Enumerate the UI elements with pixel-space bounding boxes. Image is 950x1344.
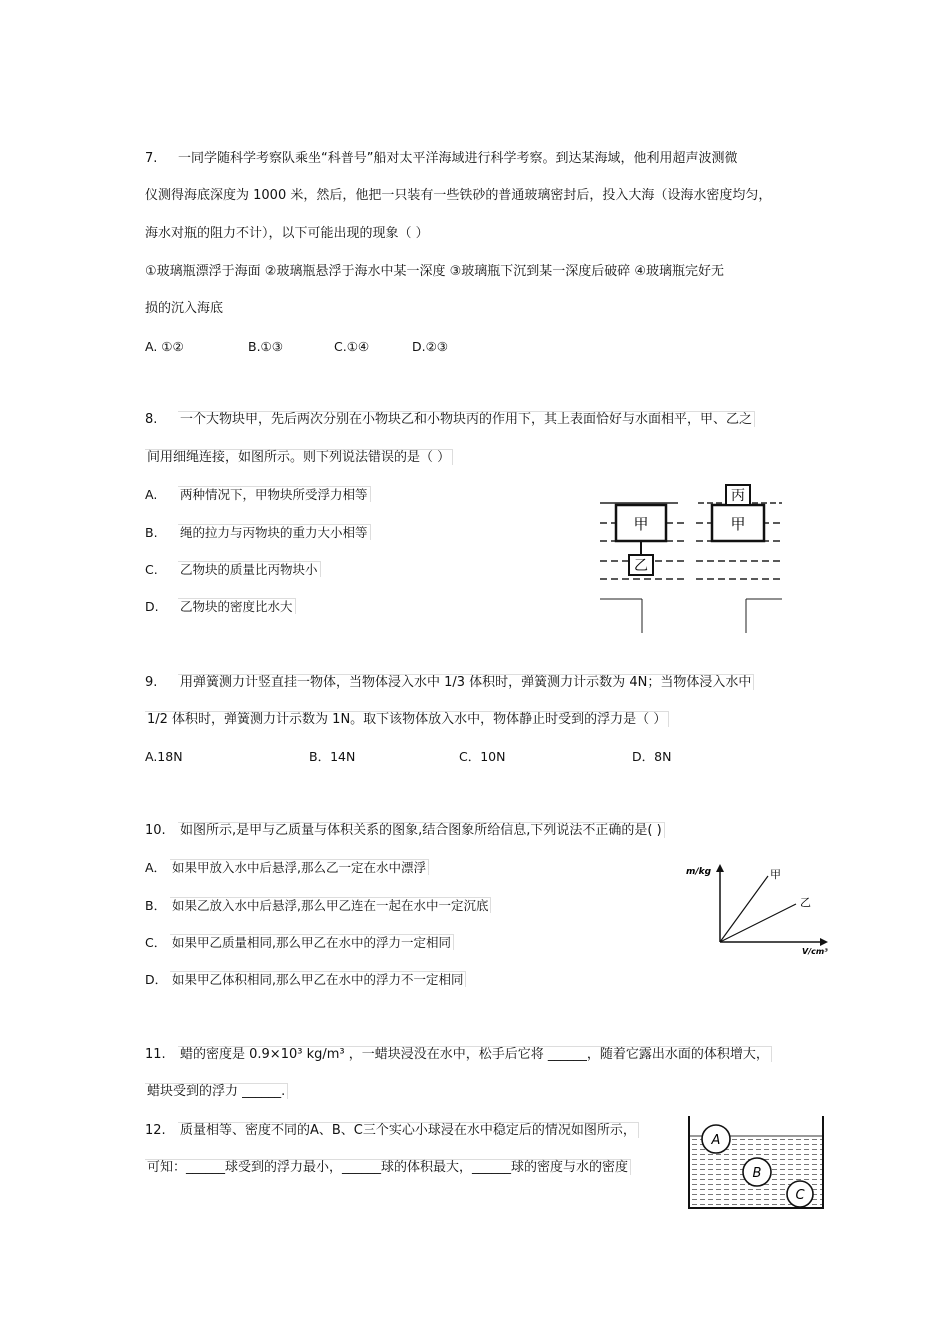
q12-text-2: 可知：______球受到的浮力最小，______球的体积最大，______球的密度与水的密度	[145, 1159, 631, 1175]
q8-figure-yi: 乙	[634, 558, 648, 574]
q9-number: 9.	[145, 675, 158, 690]
q7-line1	[145, 150, 737, 168]
q10-graph-ylabel: m/kg	[686, 867, 712, 877]
q7-option-c: C.①④	[334, 339, 370, 354]
q8-line2	[145, 449, 453, 467]
q10-text-1: 如图所示,是甲与乙质量与体积关系的图象,结合图象所给信息,下列说法不正确的是( )	[178, 822, 665, 838]
q8-option-c-label: C.	[145, 562, 158, 577]
q7-option-b: B.①③	[248, 339, 283, 354]
q9-option-b: B．14N	[309, 749, 356, 764]
q11-text-2: 蜡块受到的浮力 ______.	[145, 1083, 288, 1099]
q12-number: 12.	[145, 1123, 166, 1138]
q7-option-a: A. ①②	[145, 339, 184, 354]
q11-line1	[145, 1046, 772, 1064]
q10-option-c	[145, 934, 454, 952]
q8-text-1: 一个大物块甲，先后两次分别在小物块乙和小物块丙的作用下，其上表面恰好与水面相平，甲、乙之	[178, 411, 755, 427]
q11-number: 11.	[145, 1047, 166, 1062]
q12-text-1: 质量相等、密度不同的A、B、C三个实心小球浸在水中稳定后的情况如图所示，	[178, 1122, 639, 1138]
q8-option-b	[145, 524, 371, 542]
q8-figure-bing: 丙	[731, 488, 745, 504]
q9-option-d: D．8N	[632, 749, 672, 764]
q10-option-c-text: 如果甲乙质量相同,那么甲乙在水中的浮力一定相同	[170, 934, 454, 950]
q8-option-a	[145, 486, 371, 504]
q8-option-c	[145, 561, 321, 579]
q10-option-a	[145, 859, 429, 877]
q10-option-a-label: A．	[145, 860, 167, 875]
q12-line1	[145, 1122, 639, 1140]
q7-option-d: D.②③	[412, 339, 449, 354]
q8-text-2: 间用细绳连接，如图所示。则下列说法错误的是（ ）	[145, 449, 453, 465]
q10-line1	[145, 822, 665, 840]
q8-figure-jia-right: 甲	[730, 515, 746, 533]
q8-line1	[145, 411, 755, 429]
q7-number: 7.	[145, 151, 158, 166]
q8-option-c-text: 乙物块的质量比丙物块小	[178, 561, 321, 577]
q9-line1	[145, 674, 754, 692]
q10-option-c-label: C．	[145, 935, 167, 950]
q8-option-a-label: A.	[145, 487, 158, 502]
q9-option-a: A.18N	[145, 749, 183, 764]
q7-line3: 海水对瓶的阻力不计），以下可能出现的现象（ ）	[145, 226, 429, 241]
q8-option-b-label: B.	[145, 525, 158, 540]
q11-text-1: 蜡的密度是 0.9×10³ kg/m³ ，一蜡块浸没在水中，松手后它将 ______，随着它露出水面的体积增大，	[178, 1046, 772, 1062]
q12-line2	[145, 1159, 631, 1177]
q12-figure-balls	[684, 1112, 828, 1212]
q10-graph-xlabel: V/cm³	[802, 947, 828, 956]
q8-option-d-label: D.	[145, 599, 159, 614]
q10-graph-yi-label: 乙	[800, 896, 811, 909]
q11-line2	[145, 1083, 288, 1101]
q12-ball-a-label: A	[711, 1133, 721, 1148]
q10-option-d-text: 如果甲乙体积相同,那么甲乙在水中的浮力不一定相同	[170, 971, 466, 987]
q10-mass-volume-graph	[684, 858, 834, 958]
q8-option-a-text: 两种情况下，甲物块所受浮力相等	[178, 486, 371, 502]
q8-figure-jia-left: 甲	[633, 515, 649, 533]
q8-figure-blocks	[598, 483, 784, 635]
q10-number: 10.	[145, 823, 166, 838]
q8-option-b-text: 绳的拉力与丙物块的重力大小相等	[178, 524, 371, 540]
q9-text-1: 用弹簧测力计竖直挂一物体，当物体浸入水中 1/3 体积时，弹簧测力计示数为 4N；当物体浸入水中	[178, 674, 754, 690]
q9-option-c: C．10N	[459, 749, 506, 764]
q7-line2: 仪测得海底深度为 1000 米，然后，他把一只装有一些铁砂的普通玻璃密封后，投入大海（设海水密度均匀，	[145, 188, 772, 203]
q10-option-b-text: 如果乙放入水中后悬浮,那么甲乙连在一起在水中一定沉底	[170, 897, 491, 913]
q12-ball-c-label: C	[795, 1188, 805, 1203]
q8-option-d	[145, 598, 296, 616]
q8-option-d-text: 乙物块的密度比水大	[178, 598, 296, 614]
q10-option-a-text: 如果甲放入水中后悬浮,那么乙一定在水中漂浮	[170, 859, 429, 875]
q10-graph-jia-label: 甲	[770, 868, 781, 881]
q10-option-d-label: D．	[145, 972, 168, 987]
q12-ball-b-label: B	[752, 1166, 762, 1181]
q10-option-b-label: B．	[145, 898, 167, 913]
q7-text-1: 一同学随科学考察队乘坐“科普号”船对太平洋海域进行科学考察。到达某海域，他利用超声波测微	[178, 151, 738, 166]
q10-option-b	[145, 897, 491, 915]
q10-option-d	[145, 971, 466, 989]
q7-line5: 损的沉入海底	[145, 301, 224, 316]
q9-line2	[145, 711, 669, 729]
q7-statements: ①玻璃瓶漂浮于海面 ②玻璃瓶悬浮于海水中某一深度 ③玻璃瓶下沉到某一深度后破碎 ④玻璃瓶完好无	[145, 264, 725, 279]
q8-number: 8.	[145, 412, 158, 427]
q9-text-2: 1/2 体积时，弹簧测力计示数为 1N。取下该物体放入水中，物体静止时受到的浮力是（ ）	[145, 711, 669, 727]
